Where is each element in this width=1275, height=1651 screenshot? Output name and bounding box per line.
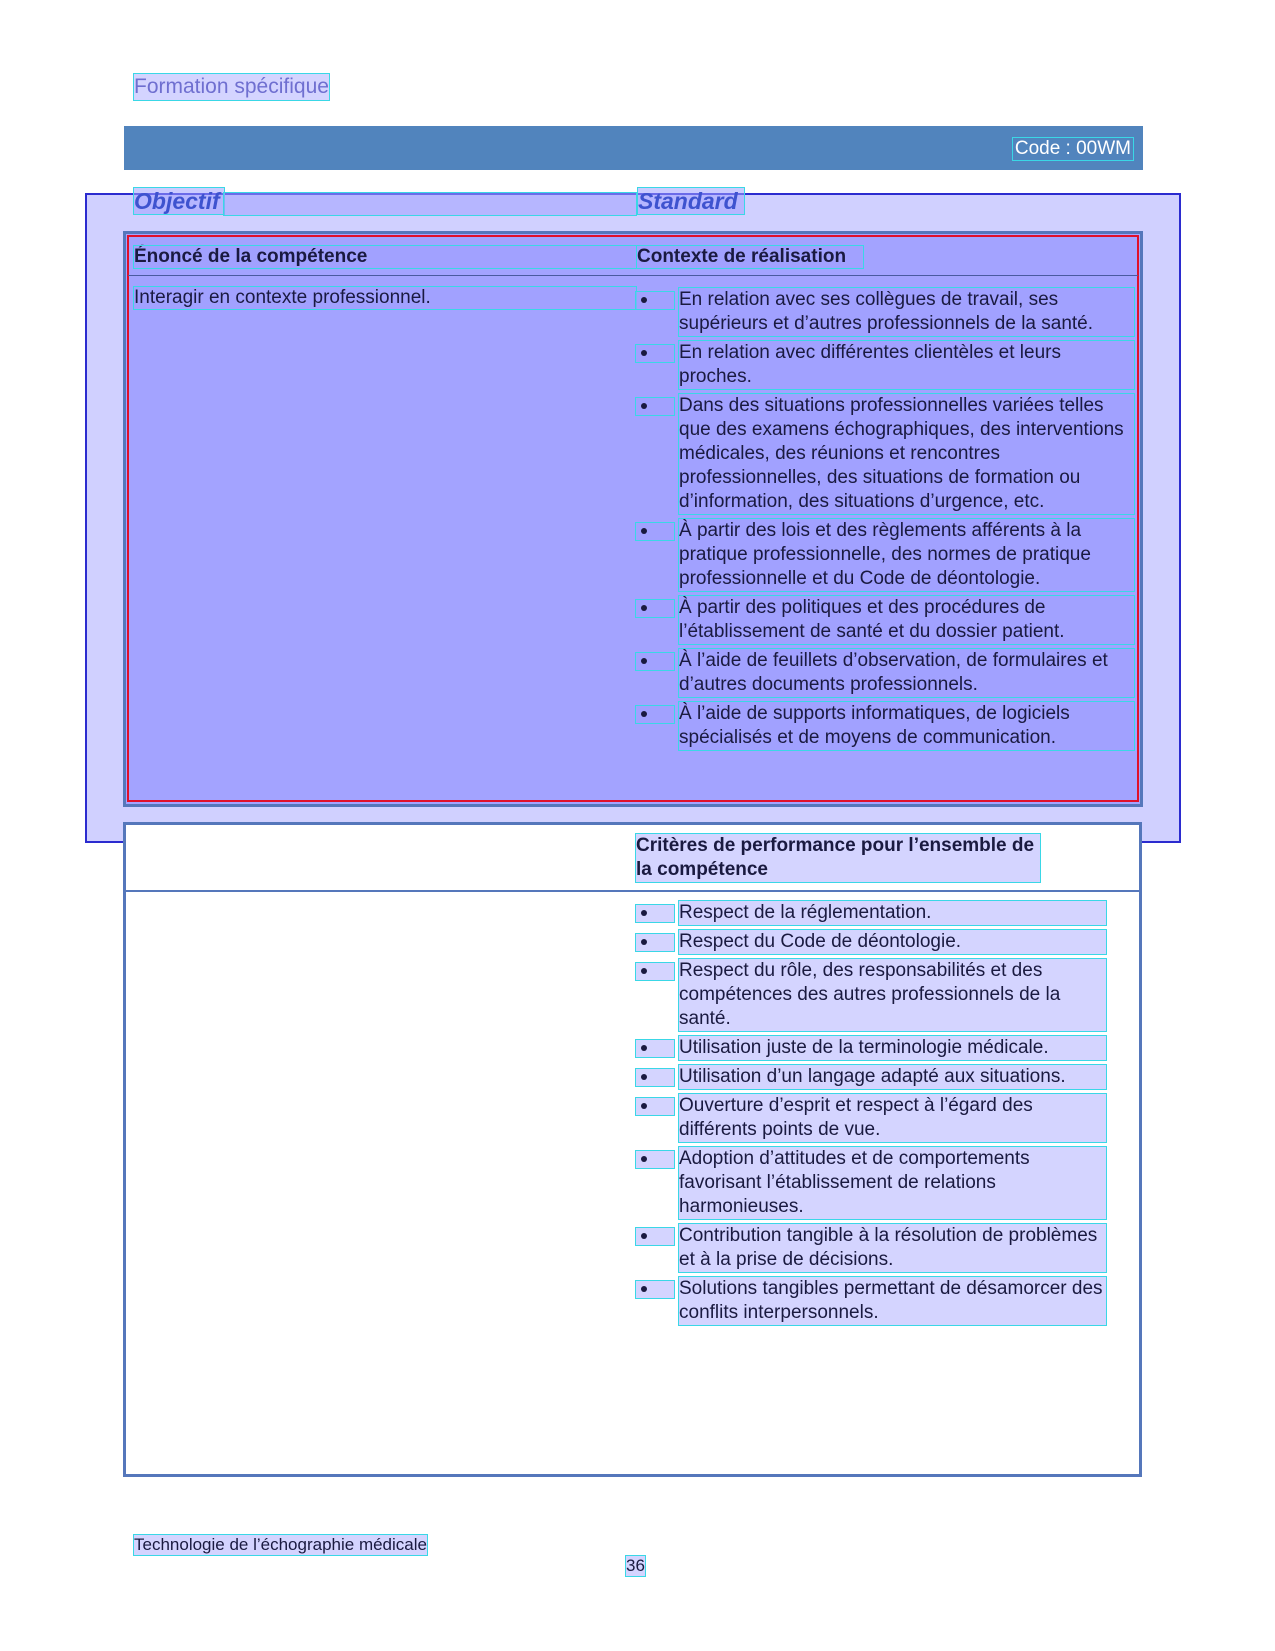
performance-header-divider — [126, 890, 1140, 892]
bullet-icon — [636, 1151, 674, 1168]
page-number: 36 — [626, 1556, 645, 1575]
list-item: À l’aide de supports informatiques, de logiciels spécialisés et de moyens de communication. — [636, 702, 1134, 750]
bullet-icon — [636, 1281, 674, 1298]
list-item: Solutions tangibles permettant de désamorcer des conflits interpersonnels. — [636, 1277, 1106, 1325]
header-label: Formation spécifique — [134, 75, 329, 98]
bullet-icon — [636, 398, 674, 415]
list-item: Respect de la réglementation. — [636, 901, 1106, 925]
bullet-icon — [636, 292, 674, 309]
list-item: Utilisation juste de la terminologie médicale. — [636, 1036, 1106, 1060]
objective-title: Objectif — [134, 188, 224, 214]
contexte-list — [636, 288, 1134, 755]
bullet-icon — [636, 905, 674, 922]
footer-program: Technologie de l’échographie médicale — [134, 1535, 427, 1554]
bullet-icon — [636, 1228, 674, 1245]
bullet-icon — [636, 706, 674, 723]
criteres-list — [636, 901, 1106, 1330]
objective-title-rule — [224, 193, 636, 215]
criteres-heading: Critères de performance pour l’ensemble de la compétence — [636, 834, 1040, 882]
list-item: À partir des politiques et des procédures de l’établissement de santé et du dossier patient. — [636, 596, 1134, 644]
bullet-icon — [636, 963, 674, 980]
list-item: À l’aide de feuillets d’observation, de formulaires et d’autres documents professionnels. — [636, 649, 1134, 697]
list-item: Adoption d’attitudes et de comportements favorisant l’établissement de relations harmonieuses. — [636, 1147, 1106, 1219]
competence-header-divider — [128, 275, 1138, 276]
bullet-icon — [636, 653, 674, 670]
bullet-icon — [636, 1098, 674, 1115]
list-item: À partir des lois et des règlements afférents à la pratique professionnelle, des normes de pratique professionnelle et du Code de déontologie. — [636, 519, 1134, 591]
bullet-icon — [636, 345, 674, 362]
code-label: Code : 00WM — [1014, 138, 1131, 159]
enonce-text: Interagir en contexte professionnel. — [134, 287, 636, 309]
contexte-heading: Contexte de réalisation — [637, 246, 863, 268]
list-item: Respect du rôle, des responsabilités et des compétences des autres professionnels de la santé. — [636, 959, 1106, 1031]
bullet-icon — [636, 523, 674, 540]
list-item: En relation avec ses collègues de travail, ses supérieurs et d’autres professionnels de la santé. — [636, 288, 1134, 336]
bullet-icon — [636, 1040, 674, 1057]
code-bar — [124, 126, 1143, 170]
bullet-icon — [636, 600, 674, 617]
list-item: Respect du Code de déontologie. — [636, 930, 1106, 954]
list-item: Ouverture d’esprit et respect à l’égard des différents points de vue. — [636, 1094, 1106, 1142]
list-item: Utilisation d’un langage adapté aux situations. — [636, 1065, 1106, 1089]
list-item: Contribution tangible à la résolution de problèmes et à la prise de décisions. — [636, 1224, 1106, 1272]
bullet-icon — [636, 934, 674, 951]
bullet-icon — [636, 1069, 674, 1086]
list-item: Dans des situations professionnelles variées telles que des examens échographiques, des interventions médicales, des réunions et rencontres professionnelles, des situations de formation ou d’information, des situations d’urgence, etc. — [636, 394, 1134, 514]
enonce-heading: Énoncé de la compétence — [134, 246, 636, 268]
standard-title: Standard — [638, 188, 744, 214]
list-item: En relation avec différentes clientèles et leurs proches. — [636, 341, 1134, 389]
